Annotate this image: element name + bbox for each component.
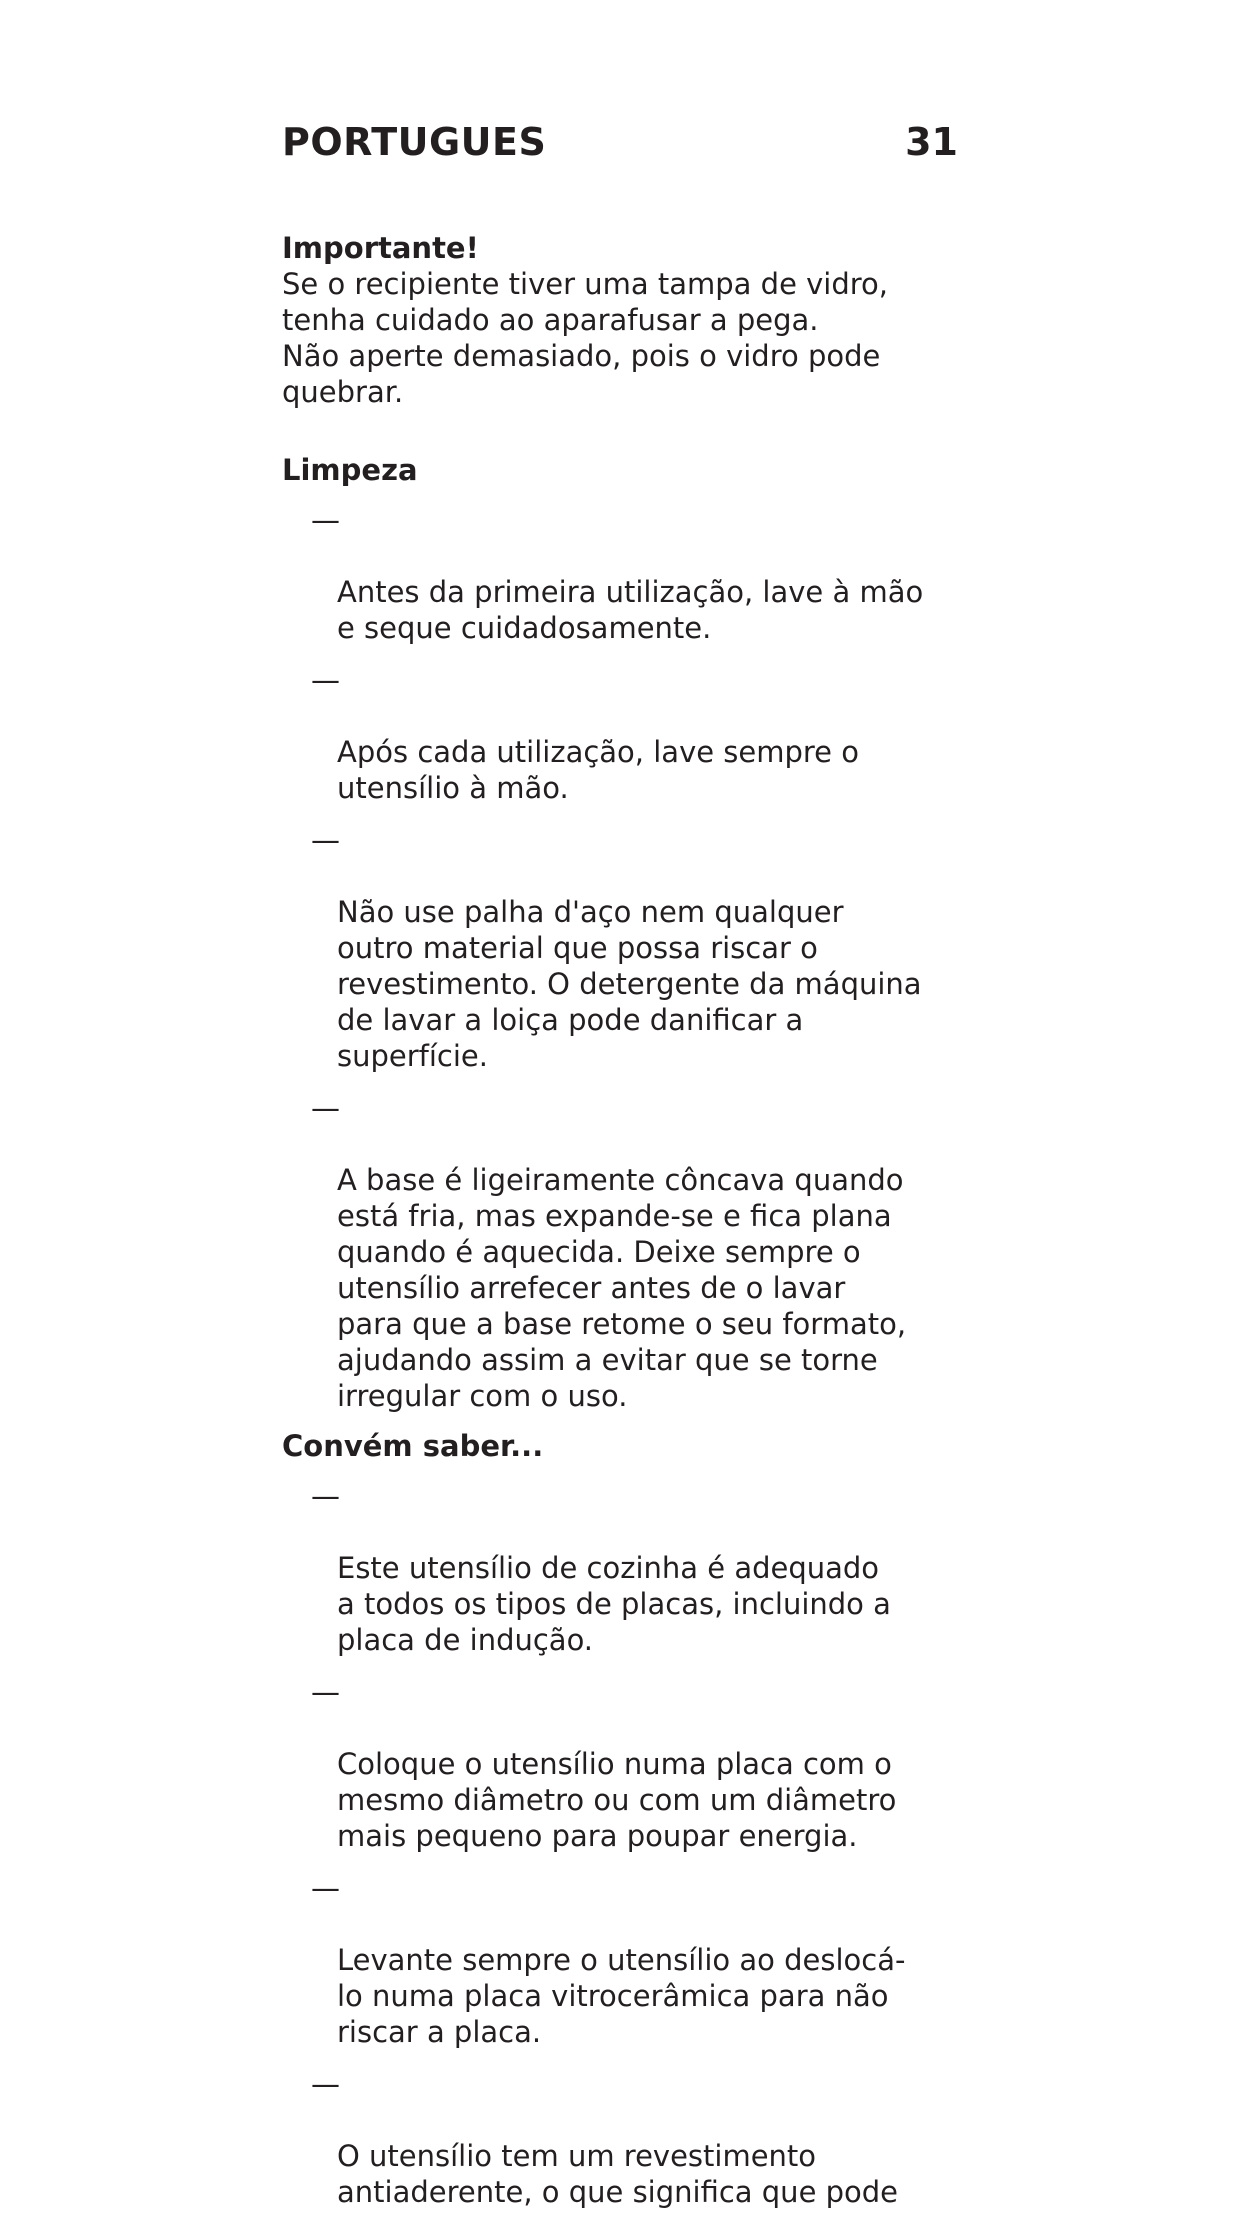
list-item-text: O utensílio tem um revestimento antiaderente, o que significa que pode: [337, 2139, 899, 2209]
list-item-text: Não use palha d'aço nem qualquer outro material que possa riscar o revestimento. O detergente da máquina de lavar a loiça pode danificar a superfície.: [337, 895, 922, 1073]
document-page: [282, 118, 964, 2226]
dash-bullet: —: [311, 1091, 340, 1125]
dash-bullet: —: [311, 823, 340, 857]
list-item-text: Este utensílio de cozinha é adequado a todos os tipos de placas, incluindo a placa de indução.: [337, 1551, 891, 1657]
page-number: 31: [905, 120, 958, 164]
cleaning-list: [282, 502, 964, 1414]
dash-bullet: —: [311, 663, 340, 697]
list-item: [282, 1090, 964, 1414]
list-item: [282, 2066, 964, 2210]
good-to-know-heading: Convém saber...: [282, 1429, 544, 1463]
important-section: [282, 230, 964, 410]
dash-bullet: —: [311, 1675, 340, 1709]
list-item: [282, 1870, 964, 2050]
good-to-know-section: [282, 1428, 964, 2210]
list-item: [282, 502, 964, 646]
list-item-text: Levante sempre o utensílio ao deslocá- lo numa placa vitrocerâmica para não riscar a placa.: [337, 1943, 906, 2049]
list-item-text: Após cada utilização, lave sempre o utensílio à mão.: [337, 735, 859, 805]
list-item-text: A base é ligeiramente côncava quando está fria, mas expande-se e fica plana quando é aquecida. Deixe sempre o utensílio arrefecer antes de o lavar para que a base retome o seu formato, ajudando assim a evitar que se torne irregular com o uso.: [337, 1163, 907, 1413]
page-header: [282, 118, 964, 166]
cleaning-heading: Limpeza: [282, 453, 418, 487]
cleaning-section: [282, 452, 964, 1414]
list-item-text: Antes da primeira utilização, lave à mão e seque cuidadosamente.: [337, 575, 924, 645]
list-item-text: Coloque o utensílio numa placa com o mesmo diâmetro ou com um diâmetro mais pequeno para poupar energia.: [337, 1747, 897, 1853]
list-item: [282, 1478, 964, 1658]
important-heading: Importante!: [282, 231, 479, 265]
list-item: [282, 662, 964, 806]
dash-bullet: —: [311, 1871, 340, 1905]
list-item: [282, 822, 964, 1074]
language-title: PORTUGUES: [282, 120, 547, 164]
dash-bullet: —: [311, 2067, 340, 2101]
good-to-know-list: [282, 1478, 964, 2210]
dash-bullet: —: [311, 503, 340, 537]
list-item: [282, 1674, 964, 1854]
dash-bullet: —: [311, 1479, 340, 1513]
important-text: Se o recipiente tiver uma tampa de vidro, tenha cuidado ao aparafusar a pega. Não aperte demasiado, pois o vidro pode quebrar.: [282, 267, 888, 409]
